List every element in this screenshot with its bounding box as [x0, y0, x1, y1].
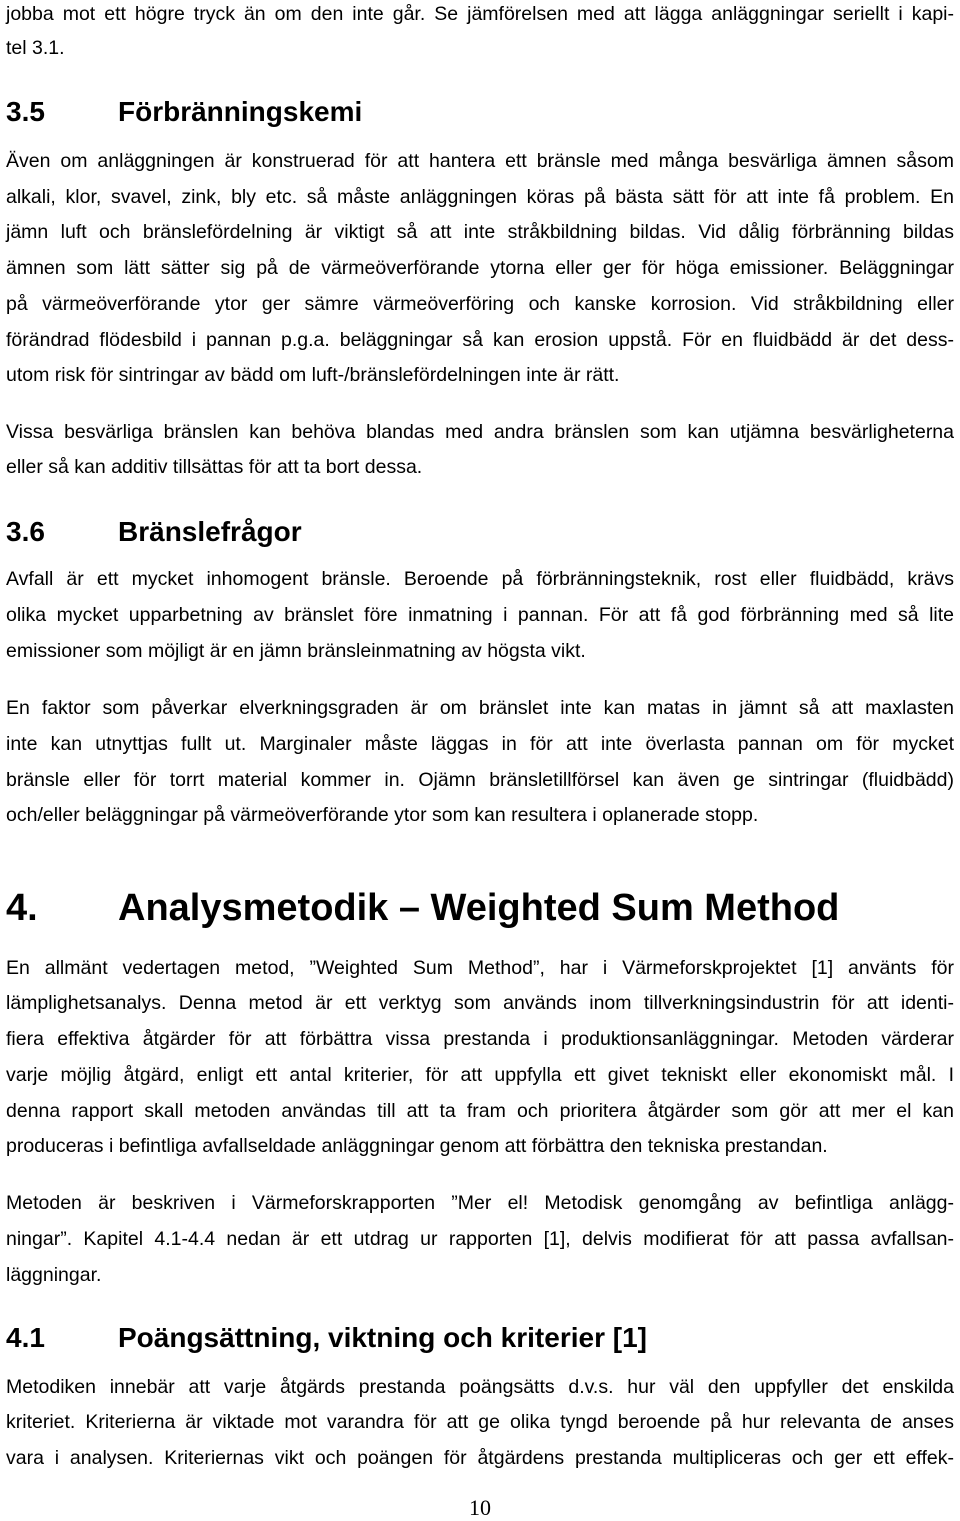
- text-line: produceras i befintliga avfallseldade anläggningar genom att förbättra den tekniska prestandan.: [6, 1135, 828, 1157]
- text-line: Även om anläggningen är konstruerad för att hantera ett bränsle med många besvärliga ämnen såsom: [6, 150, 954, 172]
- text-line: kriteriet. Kriterierna är viktade mot varandra för att ge olika tyngd beroende på hur relevanta de anses: [6, 1411, 954, 1433]
- section-heading: [6, 1322, 647, 1354]
- text-line: Metoden är beskriven i Värmeforskrapporten ”Mer el! Metodisk genomgång av befintliga anlägg-: [6, 1192, 954, 1214]
- text-line: ämnen som lätt sätter sig på de värmeöverförande ytorna eller ger för höga emissioner. Beläggningar: [6, 257, 954, 279]
- text-line: Metodiken innebär att varje åtgärds prestanda poängsätts d.v.s. hur väl den uppfyller det enskilda: [6, 1376, 954, 1398]
- chapter-title: Analysmetodik – Weighted Sum Method: [118, 887, 840, 929]
- text-line: emissioner som möjligt är en jämn bränsleinmatning av högsta vikt.: [6, 640, 586, 662]
- text-line: läggningar.: [6, 1264, 102, 1286]
- text-line: jobba mot ett högre tryck än om den inte går. Se jämförelsen med att lägga anläggningar seriellt i kapi-: [6, 3, 954, 25]
- text-line: fiera effektiva åtgärder för att förbättra vissa prestanda i produktionsanläggningar. Metoden värderar: [6, 1028, 954, 1050]
- text-line: tel 3.1.: [6, 37, 65, 59]
- text-line: på värmeöverförande ytor ger sämre värmeöverföring och kanske korrosion. Vid stråkbildning eller: [6, 293, 954, 315]
- text-line: utom risk för sintringar av bädd om luft-/bränslefördelningen inte är rätt.: [6, 364, 620, 386]
- section-number: 3.5: [6, 96, 45, 127]
- text-line: En faktor som påverkar elverkningsgraden är om bränslet inte kan matas in jämnt så att maxlasten: [6, 697, 954, 719]
- text-line: olika mycket upparbetning av bränslet före inmatning i pannan. För att få god förbränning med så lite: [6, 604, 954, 626]
- section-number: 3.6: [6, 516, 45, 547]
- text-line: bränsle eller för torrt material kommer in. Ojämn bränsletillförsel kan även ge sintringar (fluidbädd): [6, 769, 954, 791]
- text-line: ningar”. Kapitel 4.1-4.4 nedan är ett utdrag ur rapporten [1], delvis modifierat för att passa avfallsan-: [6, 1228, 954, 1250]
- chapter-number: 4.: [6, 887, 38, 929]
- text-line: Avfall är ett mycket inhomogent bränsle. Beroende på förbränningsteknik, rost eller fluidbädd, krävs: [6, 568, 954, 590]
- section-title: Poängsättning, viktning och kriterier [1]: [118, 1322, 647, 1353]
- text-line: jämn luft och bränslefördelning är viktigt så att inte stråkbildning bildas. Vid dålig förbränning bildas: [6, 221, 954, 243]
- text-line: vara i analysen. Kriteriernas vikt och poängen för åtgärdens prestanda multipliceras och ger ett effek-: [6, 1447, 954, 1469]
- text-line: förändrad flödesbild i pannan p.g.a. beläggningar så kan erosion uppstå. För en fluidbädd är det dess-: [6, 329, 954, 351]
- text-line: eller så kan additiv tillsättas för att ta bort dessa.: [6, 456, 423, 478]
- chapter-heading: [6, 887, 839, 930]
- page-number: 10: [469, 1495, 491, 1520]
- section-heading: [6, 96, 362, 128]
- text-line: och/eller beläggningar på värmeöverförande ytor som kan resultera i oplanerade stopp.: [6, 804, 759, 826]
- text-line: En allmänt vedertagen metod, ”Weighted Sum Method”, har i Värmeforskprojektet [1] använts för: [6, 957, 954, 979]
- text-line: alkali, klor, svavel, zink, bly etc. så måste anläggningen köras på bästa sätt för att inte få problem. En: [6, 186, 954, 208]
- text-line: lämplighetsanalys. Denna metod är ett verktyg som används inom tillverkningsindustrin för att identi-: [6, 992, 954, 1014]
- text-line: varje möjlig åtgärd, enligt ett antal kriterier, för att uppfylla ett givet tekniskt eller ekonomiskt mål. I: [6, 1064, 954, 1086]
- section-number: 4.1: [6, 1322, 45, 1353]
- text-line: denna rapport skall metoden användas till att ta fram och prioritera åtgärder som gör att mer el kan: [6, 1100, 954, 1122]
- text-line: inte kan utnyttjas fullt ut. Marginaler måste läggas in för att inte överlasta pannan om för mycket: [6, 733, 954, 755]
- section-title: Bränslefrågor: [118, 516, 302, 547]
- section-heading: [6, 516, 302, 548]
- section-title: Förbränningskemi: [118, 96, 363, 127]
- text-line: Vissa besvärliga bränslen kan behöva blandas med andra bränslen som kan utjämna besvärligheterna: [6, 421, 954, 443]
